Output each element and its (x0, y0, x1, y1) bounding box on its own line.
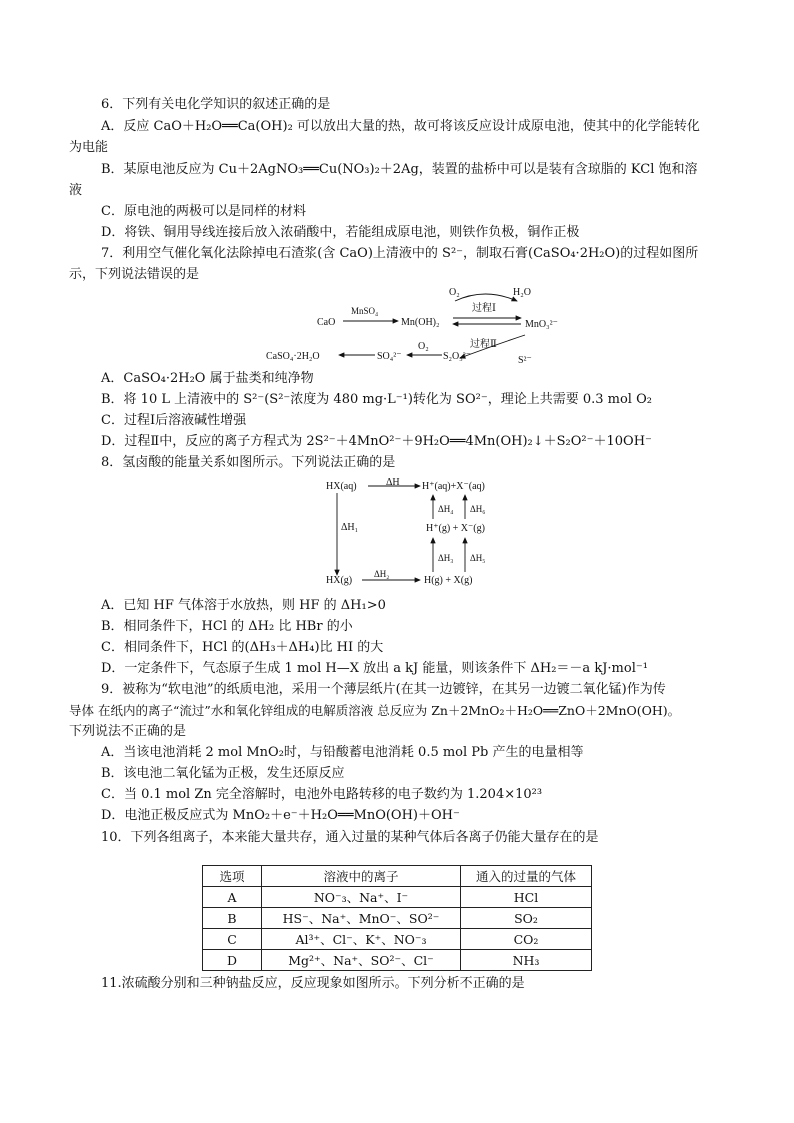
table-cell: NH₃ (461, 950, 592, 971)
q6-option-d: D．将铁、铜用导线连接后放入浓硝酸中，若能组成原电池，则铁作负极，铜作正极 (101, 225, 580, 240)
q6-option-b-line1: B．某原电池反应为 Cu＋2AgNO₃══Cu(NO₃)₂＋2Ag，装置的盐桥中可以是装有含琼脂的 KCl 饱和溶 (101, 162, 698, 177)
table-cell: C (203, 929, 262, 950)
table-cell: D (203, 950, 262, 971)
q7-cao: CaO (317, 317, 336, 328)
table-cell: HCl (461, 887, 592, 908)
q7-process-2: 过程Ⅱ (470, 339, 497, 350)
table-row (203, 929, 592, 950)
q7-stem-line2: 示，下列说法错误的是 (69, 267, 200, 282)
table-cell: B (203, 908, 262, 929)
q6-option-c: C．原电池的两极可以是同样的材料 (101, 204, 306, 219)
table-cell: NO⁻₃、Na⁺、I⁻ (262, 887, 461, 908)
q7-h2o: H₂O (513, 287, 531, 298)
q6-option-a-line1: A．反应 CaO＋H₂O══Ca(OH)₂ 可以放出大量的热，故可将该反应设计成原电池，使其中的化学能转化 (101, 119, 700, 134)
q8-option-a: A．已知 HF 气体溶于水放热，则 HF 的 ΔH₁>0 (101, 598, 386, 613)
q8-stem: 8．氢卤酸的能量关系如图所示。下列说法正确的是 (101, 455, 396, 470)
q7-arc-top (455, 294, 517, 301)
table-header-ions: 溶液中的离子 (262, 866, 461, 887)
table-cell: CO₂ (461, 929, 592, 950)
q8-h-x-aq: H⁺(aq)+X⁻(aq) (422, 481, 485, 492)
q8-dh1: ΔH₁ (341, 522, 359, 533)
table-cell: A (203, 887, 262, 908)
q8-energy-diagram (320, 475, 500, 590)
q8-option-c: C．相同条件下，HCl 的(ΔH₃＋ΔH₄)比 HI 的大 (101, 640, 384, 655)
table-row (203, 908, 592, 929)
q7-option-c: C．过程Ⅰ后溶液碱性增强 (101, 413, 247, 428)
table-cell: Al³⁺、Cl⁻、K⁺、NO⁻₃ (262, 929, 461, 950)
q10-stem: 10．下列各组离子，本来能大量共存，通入过量的某种气体后各离子仍能大量存在的是 (101, 830, 599, 845)
q8-dh4: ΔH₄ (438, 504, 454, 514)
q8-option-b: B．相同条件下，HCl 的 ΔH₂ 比 HBr 的小 (101, 619, 353, 634)
q8-hx-aq: HX(aq) (326, 481, 357, 492)
q7-process-1: 过程Ⅰ (472, 303, 496, 314)
q8-dh5: ΔH₅ (470, 553, 486, 563)
q7-o2-top: O₂ (449, 287, 460, 298)
q9-stem-line3: 下列说法不正确的是 (69, 724, 187, 739)
q8-dh: ΔH (386, 477, 400, 488)
table-row (203, 950, 592, 971)
table-header-row (203, 866, 592, 887)
q9-option-d: D．电池正极反应式为 MnO₂＋e⁻＋H₂O══MnO(OH)＋OH⁻ (101, 808, 460, 823)
q7-option-d: D．过程Ⅱ中，反应的离子方程式为 2S²⁻＋4MnO²⁻＋9H₂O══4Mn(OH)₂↓＋S₂O²⁻＋10OH⁻ (101, 434, 652, 449)
table-cell: Mg²⁺、Na⁺、SO²⁻、Cl⁻ (262, 950, 461, 971)
q9-option-b: B．该电池二氧化锰为正极，发生还原反应 (101, 766, 345, 781)
q9-option-c: C．当 0.1 mol Zn 完全溶解时，电池外电路转移的电子数约为 1.204×10²³ (101, 787, 543, 802)
q7-mnoh2: Mn(OH)₂ (401, 317, 440, 328)
q7-stem-line1: 7．利用空气催化氧化法除掉电石渣浆(含 CaO)上清液中的 S²⁻，制取石膏(CaSO₄·2H₂O)的过程如图所 (101, 246, 699, 261)
q9-stem-line2: 导体 在纸内的离子“流过”水和氧化锌组成的电解质溶液 总反应为 Zn＋2MnO₂＋H₂O══ZnO＋2MnO(OH)。 (69, 703, 681, 718)
table-row (203, 887, 592, 908)
q11-stem: 11.浓硫酸分别和三种钠盐反应，反应现象如图所示。下列分析不正确的是 (101, 976, 525, 991)
q7-o2-bottom: O₂ (418, 341, 429, 352)
q8-hg-xg: H(g) + X(g) (424, 575, 473, 586)
table-header-gas: 通入的过量的气体 (461, 866, 592, 887)
q7-option-b: B．将 10 L 上清液中的 S²⁻(S²⁻浓度为 480 mg·L⁻¹)转化为 SO²⁻，理论上共需要 0.3 mol O₂ (101, 392, 652, 407)
q6-option-a-line2: 为电能 (69, 140, 109, 155)
q9-stem-line1: 9．被称为“软电池”的纸质电池，采用一个薄层纸片(在其一边镀锌，在其另一边镀二氧化锰)作为传 (101, 682, 666, 697)
q8-dh3: ΔH₃ (438, 553, 454, 563)
table-header-option: 选项 (203, 866, 262, 887)
q8-dh2: ΔH₂ (374, 569, 390, 579)
q7-option-a: A．CaSO₄·2H₂O 属于盐类和纯净物 (101, 371, 314, 386)
q7-process-diagram (255, 283, 575, 368)
q9-option-a: A．当该电池消耗 2 mol MnO₂时，与铅酸蓄电池消耗 0.5 mol Pb 产生的电量相等 (101, 745, 584, 760)
q6-stem: 6．下列有关电化学知识的叙述正确的是 (101, 97, 331, 112)
q7-s2: S²⁻ (518, 355, 532, 366)
q8-hx-g: HX(g) (326, 575, 353, 586)
q8-h-x-g: H⁺(g) + X⁻(g) (426, 523, 485, 534)
q7-s2o3: S₂O₃²⁻ (443, 351, 472, 362)
q7-so4: SO₄²⁻ (377, 351, 402, 362)
q8-option-d: D．一定条件下，气态原子生成 1 mol H—X 放出 a kJ 能量，则该条件下 ΔH₂＝－a kJ·mol⁻¹ (101, 661, 648, 676)
q7-caso4: CaSO₄·2H₂O (266, 351, 320, 362)
q10-options-table (202, 865, 592, 971)
table-cell: SO₂ (461, 908, 592, 929)
table-cell: HS⁻、Na⁺、MnO⁻、SO²⁻ (262, 908, 461, 929)
q7-mno3: MnO₃²⁻ (525, 319, 558, 330)
q7-mnso4: MnSO₄ (351, 306, 379, 316)
q8-dh6: ΔH₆ (470, 504, 486, 514)
q6-option-b-line2: 液 (69, 183, 83, 198)
